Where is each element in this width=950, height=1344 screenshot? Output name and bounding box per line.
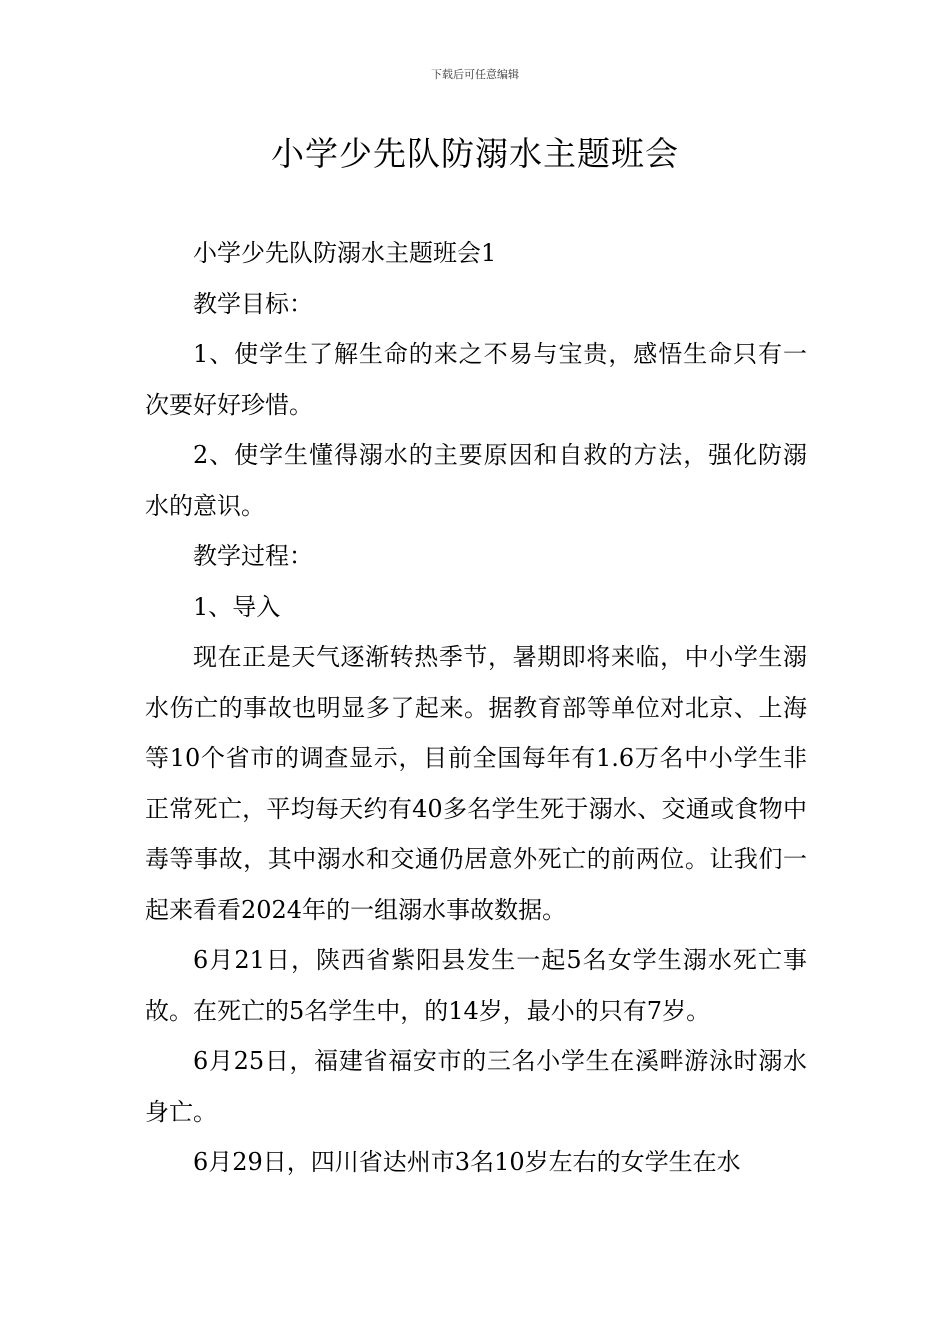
goal-item-2: 2、使学生懂得溺水的主要原因和自救的方法，强化防溺水的意识。 <box>145 441 807 520</box>
incident-paragraph: 6月25日，福建省福安市的三名小学生在溪畔游泳时溺水身亡。 <box>145 1047 807 1126</box>
subtitle-paragraph: 小学少先队防溺水主题班会1 <box>193 239 497 267</box>
incident-paragraph: 6月21日，陕西省紫阳县发生一起5名女学生溺水死亡事故。在死亡的5名学生中，的14岁，最小的只有7岁。 <box>145 946 807 1025</box>
goal-item-1: 1、使学生了解生命的来之不易与宝贵，感悟生命只有一次要好好珍惜。 <box>145 340 807 419</box>
process-step-intro: 1、导入 <box>193 592 281 621</box>
document-title: 小学少先队防溺水主题班会 <box>271 134 679 173</box>
body-paragraph: 现在正是天气逐渐转热季节，暑期即将来临，中小学生溺水伤亡的事故也明显多了起来。据教育部等单位对北京、上海等10个省市的调查显示，目前全国每年有1.6万名中小学生非正常死亡，平均每天约有40多名学生死于溺水、交通或食物中毒等事故，其中溺水和交通仍居意外死亡的前两位。让我们一起来看看2024年的一组溺水事故数据。 <box>145 643 807 924</box>
document-body <box>145 228 807 1188</box>
incident-paragraph: 6月29日，四川省达州市3名10岁左右的女学生在水 <box>193 1148 741 1176</box>
header-note: 下载后可任意编辑 <box>431 68 519 81</box>
section-heading-goals: 教学目标： <box>193 289 313 318</box>
section-heading-process: 教学过程： <box>193 542 313 570</box>
